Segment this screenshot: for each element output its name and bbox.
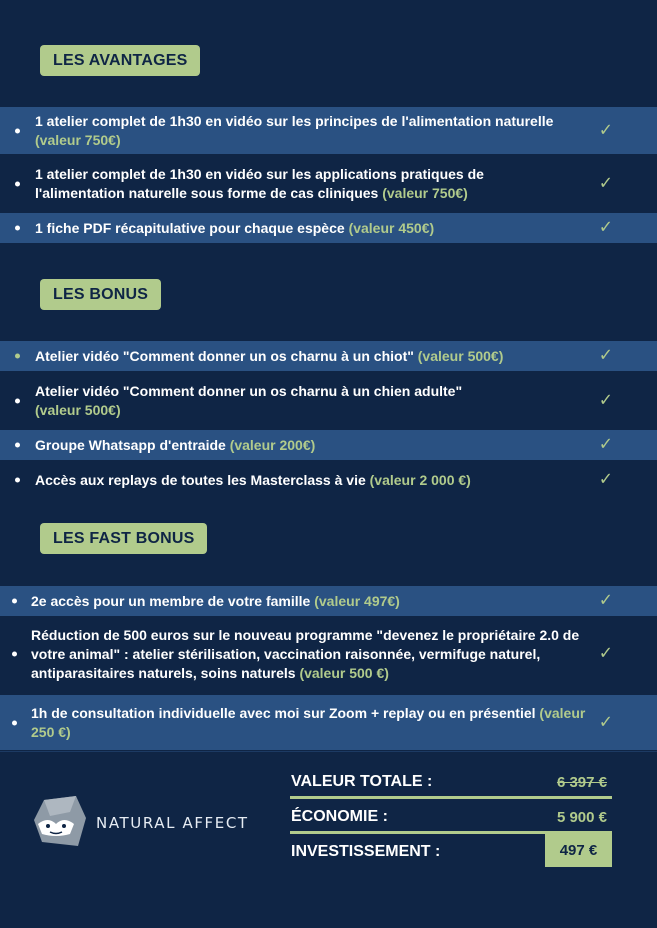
list-item: [0, 621, 657, 687]
list-item: [0, 213, 657, 243]
bullet-icon: [15, 478, 20, 483]
investment-label: INVESTISSEMENT :: [291, 843, 441, 860]
savings-value: 5 900 €: [556, 809, 607, 826]
item-text: 1 fiche PDF récapitulative pour chaque espèce (valeur 450€): [35, 219, 435, 236]
section-title-fast-bonus: LES FAST BONUS: [40, 523, 207, 554]
bullet-icon: [15, 181, 20, 186]
checkmark-icon: ✓: [598, 173, 613, 193]
divider: [0, 751, 657, 752]
list-item: [0, 695, 657, 750]
bullet-icon: [15, 398, 20, 403]
total-value: 6 397 €: [556, 774, 607, 791]
item-text: 1 atelier complet de 1h30 en vidéo sur les principes de l'alimentation naturelle (valeur 750€): [35, 112, 554, 148]
bullet-icon: [12, 652, 17, 657]
item-value: (valeur 500€): [417, 347, 504, 364]
item-value: (valeur 497€): [314, 592, 400, 609]
list-item: [0, 107, 657, 154]
checkmark-icon: ✓: [598, 434, 613, 455]
item-value: (valeur 750€): [35, 131, 121, 148]
brand-name: NATURAL AFFECT: [96, 813, 249, 832]
brand-logo: [30, 790, 249, 855]
bullet-icon: [12, 599, 17, 604]
checkmark-icon: ✓: [598, 643, 613, 664]
item-value: (valeur 500€): [35, 401, 121, 418]
total-label: VALEUR TOTALE :: [291, 773, 433, 790]
item-text: Réduction de 500 euros sur le nouveau programme "devenez le propriétaire 2.0 de votre animal" : atelier stérilisation, vaccination raisonnée, vermifuge naturel, antiparasitaires naturels, soins naturels (valeur 500 €): [31, 626, 580, 681]
item-text: Groupe Whatsapp d'entraide (valeur 200€): [35, 436, 316, 453]
item-value: (valeur 2 000 €): [369, 471, 471, 488]
bullet-icon: [12, 720, 17, 725]
bullet-icon: [15, 443, 20, 448]
bullet-icon: [15, 354, 20, 359]
bullet-icon: [15, 226, 20, 231]
item-text: 1h de consultation individuelle avec moi sur Zoom + replay ou en présentiel (valeur 250 €): [31, 704, 586, 740]
savings-label: ÉCONOMIE :: [291, 808, 388, 825]
checkmark-icon: ✓: [598, 712, 613, 732]
item-value: (valeur 450€): [348, 219, 435, 236]
list-item: [0, 160, 657, 207]
item-value: (valeur 500 €): [299, 664, 389, 681]
item-value: (valeur 750€): [382, 184, 468, 201]
checkmark-icon: ✓: [598, 390, 613, 410]
list-item: [0, 586, 657, 616]
dog-cat-logo-icon: [30, 790, 88, 855]
summary-divider: [290, 796, 612, 799]
checkmark-icon: ✓: [598, 469, 613, 490]
section-title-avantages: LES AVANTAGES: [40, 45, 200, 76]
checkmark-icon: ✓: [598, 345, 613, 366]
item-text: 2e accès pour un membre de votre famille (valeur 497€): [31, 592, 400, 609]
item-text: Atelier vidéo "Comment donner un os charnu à un chien adulte" (valeur 500€): [35, 382, 463, 418]
item-value: (valeur 200€): [229, 436, 316, 453]
list-item: [0, 430, 657, 460]
item-text: 1 atelier complet de 1h30 en vidéo sur les applications pratiques de l'alimentation naturelle sous forme de cas cliniques (valeur 750€): [35, 165, 484, 201]
checkmark-icon: ✓: [598, 217, 613, 238]
list-item: [0, 465, 657, 495]
bullet-icon: [15, 128, 20, 133]
section-title-bonus: LES BONUS: [40, 279, 161, 310]
item-value: (valeur 250 €): [31, 704, 586, 740]
list-item: [0, 341, 657, 371]
checkmark-icon: ✓: [598, 590, 613, 611]
investment-value: 497 €: [545, 834, 612, 867]
checkmark-icon: ✓: [598, 120, 613, 140]
list-item: [0, 377, 657, 424]
item-text: Atelier vidéo "Comment donner un os charnu à un chiot" (valeur 500€): [35, 347, 504, 364]
item-text: Accès aux replays de toutes les Masterclass à vie (valeur 2 000 €): [35, 471, 471, 488]
